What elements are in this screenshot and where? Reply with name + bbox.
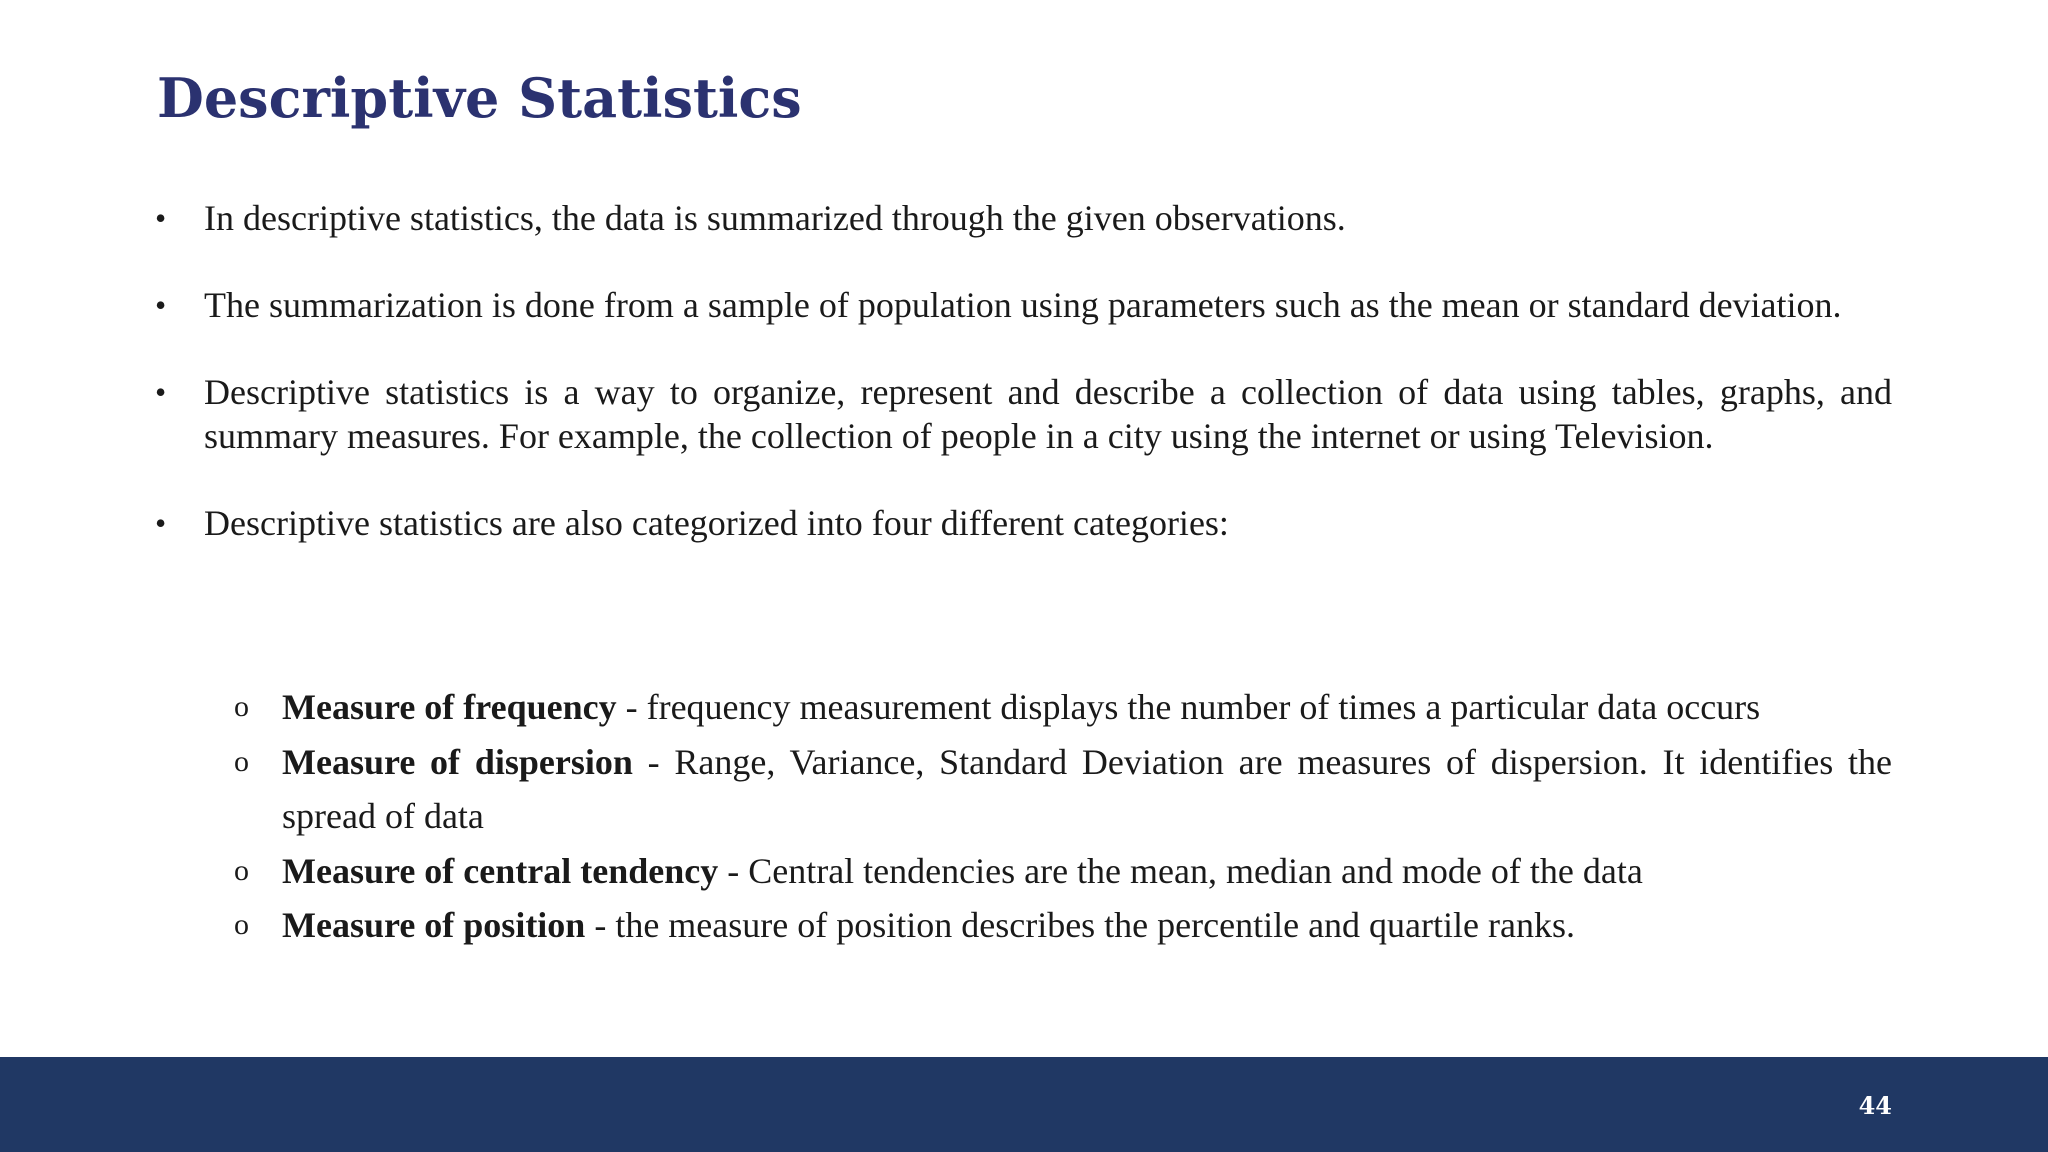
bullet-item [148,370,1892,458]
bullet-marker: • [155,287,167,323]
bullet-text: Descriptive statistics are also categorized into four different categories: [204,503,1229,543]
bullet-item [148,196,1892,240]
category-description: - frequency measurement displays the number of times a particular data occurs [616,687,1761,727]
category-item [232,735,1892,844]
category-term: Measure of central tendency [282,850,719,891]
bullet-text: Descriptive statistics is a way to organize, represent and describe a collection of data using tables, graphs, and summary measures. For example, the collection of people in a city using the internet or using Television. [204,372,1892,456]
category-term: Measure of dispersion [282,741,633,782]
bullet-marker: • [155,505,167,541]
category-description: - the measure of position describes the percentile and quartile ranks. [585,905,1575,945]
category-item [232,898,1892,953]
bullet-text: The summarization is done from a sample of population using parameters such as the mean or standard deviation. [204,285,1842,325]
category-list [232,680,1892,953]
bullet-marker: • [155,374,167,410]
bullet-text: In descriptive statistics, the data is summarized through the given observations. [204,198,1346,238]
bullet-marker: • [155,200,167,236]
bullet-list [148,196,1892,545]
category-description: - Range, Variance, Standard Deviation are measures of dispersion. It identifies the spread of data [282,741,1892,836]
category-item [232,844,1892,899]
bullet-item [148,283,1892,327]
sub-bullet-marker: o [234,690,249,723]
bullet-item [148,501,1892,545]
category-description: - Central tendencies are the mean, median and mode of the data [718,850,1643,891]
page-number: 44 [1858,1091,1892,1120]
slide-title: Descriptive Statistics [157,66,802,130]
category-term: Measure of position [282,905,586,945]
footer-bar [0,1057,2048,1152]
sub-bullet-marker: o [234,853,249,887]
sub-bullet-marker: o [234,908,249,941]
category-item [232,680,1892,735]
sub-bullet-marker: o [234,744,249,778]
category-term: Measure of frequency [282,687,617,727]
